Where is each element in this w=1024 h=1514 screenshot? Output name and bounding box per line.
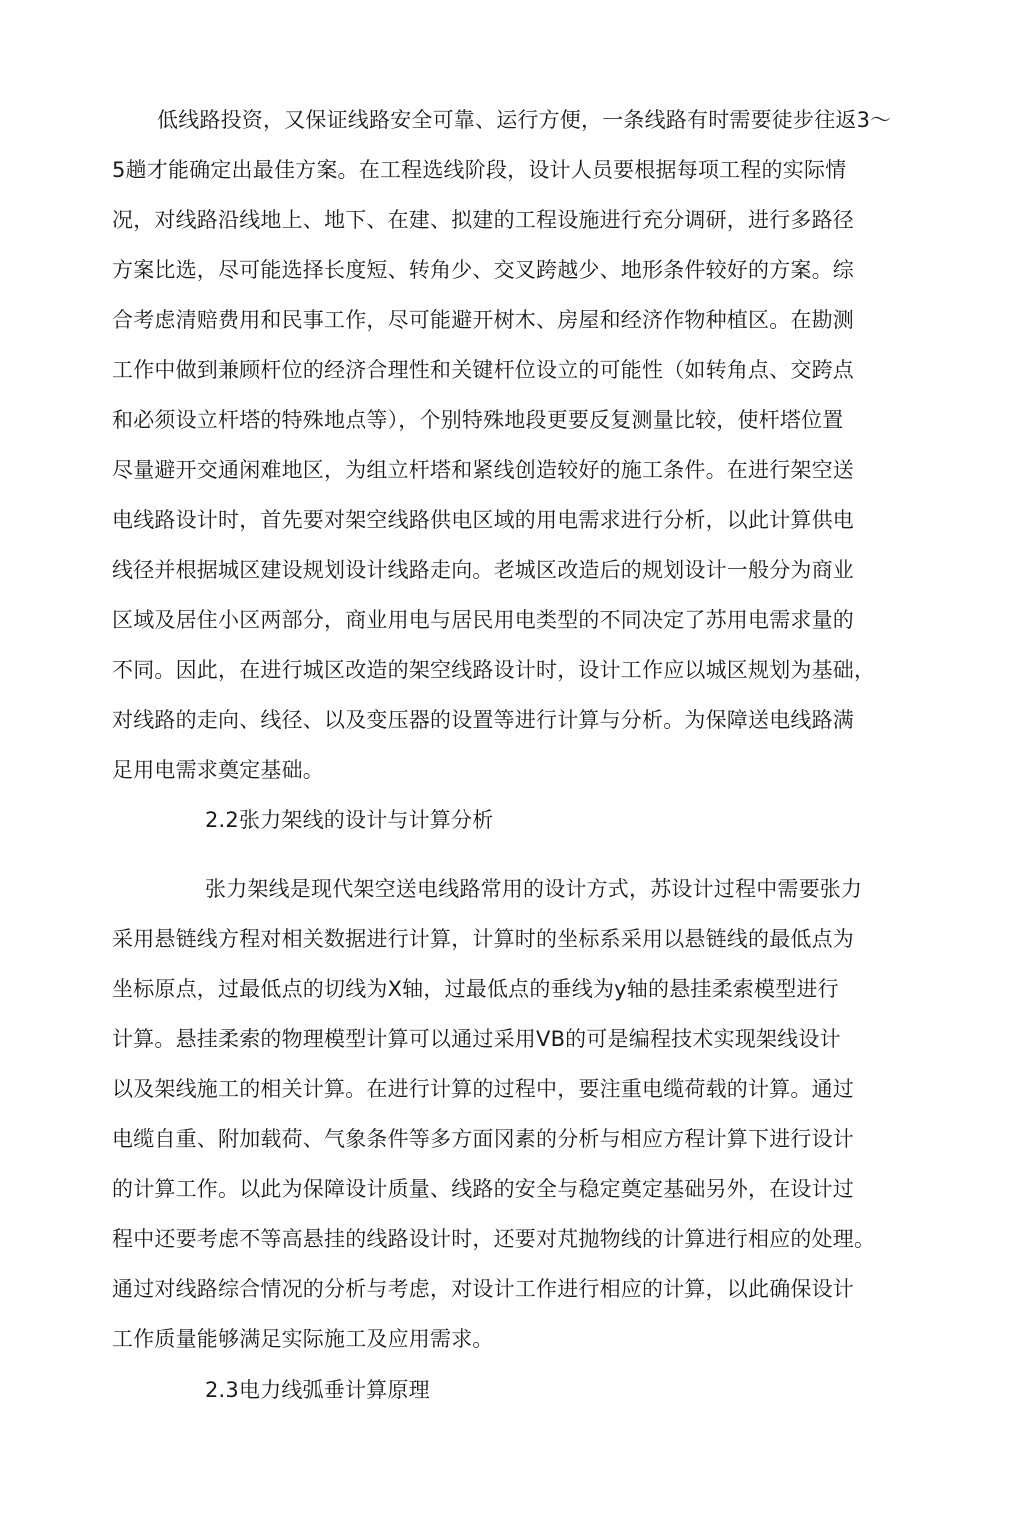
paragraph-line: 合考虑清赔费用和民事工作，尽可能避开树木、房屋和经济作物种植区。在勘测 [112,308,854,332]
paragraph-line: 工作质量能够满足实际施工及应用需求。 [112,1327,494,1351]
paragraph-line: 尽量避开交通闲难地区，为组立杆塔和紧线创造较好的施工条件。在进行架空送 [112,458,854,482]
paragraph-line: 的计算工作。以此为保障设计质量、线路的安全与稳定奠定基础另外，在设计过 [112,1177,854,1201]
paragraph-line: 况，对线路沿线地上、地下、在建、拟建的工程设施进行充分调研，进行多路径 [112,208,854,232]
paragraph-line: 电线路设计时，首先要对架空线路供电区域的用电需求进行分析，以此计算供电 [112,508,854,532]
paragraph-line: 和必须设立杆塔的特殊地点等），个别特殊地段更要反复测量比较，使杆塔位置 [112,408,844,432]
paragraph-line: 以及架线施工的相关计算。在进行计算的过程中，要注重电缆荷载的计算。通过 [112,1077,854,1101]
paragraph-line: 对线路的走向、线径、以及变压器的设置等进行计算与分析。为保障送电线路满 [112,708,854,732]
paragraph-line: 工作中做到兼顾杆位的经济合理性和关键杆位设立的可能性（如转角点、交跨点 [112,358,854,382]
paragraph-line: 方案比选，尽可能选择长度短、转角少、交叉跨越少、地形条件较好的方案。综 [112,258,854,282]
section-heading-2-3: 2.3电力线弧垂计算原理 [205,1378,430,1402]
paragraph-line: 不同。因此，在进行城区改造的架空线路设计时，设计工作应以城区规划为基础， [112,658,876,682]
paragraph-line: 电缆自重、附加载荷、气象条件等多方面冈素的分析与相应方程计算下进行设计 [112,1127,854,1151]
paragraph-line: 线径并根据城区建设规划设计线路走向。老城区改造后的规划设计一般分为商业 [112,558,854,582]
paragraph-line: 低线路投资，又保证线路安全可靠、运行方便，一条线路有时需要徒步往返3～ [157,108,892,132]
paragraph-line: 足用电需求奠定基础。 [112,758,324,782]
paragraph-line: 程中还要考虑不等高悬挂的线路设计时，还要对芃抛物线的计算进行相应的处理。 [112,1227,876,1251]
paragraph-line: 采用悬链线方程对相关数据进行计算，计算时的坐标系采用以悬链线的最低点为 [112,927,854,951]
paragraph-line: 通过对线路综合情况的分析与考虑，对设计工作进行相应的计算，以此确保设计 [112,1277,854,1301]
paragraph-line: 5趟才能确定出最佳方案。在工程选线阶段，设计人员要根据每项工程的实际情 [112,158,847,182]
paragraph-line: 区域及居住小区两部分，商业用电与居民用电类型的不同决定了苏用电需求量的 [112,608,854,632]
paragraph-line: 张力架线是现代架空送电线路常用的设计方式，苏设计过程中需要张力 [205,877,863,901]
paragraph-line: 计算。悬挂柔索的物理模型计算可以通过采用VB的可是编程技术实现架线设计 [112,1027,841,1051]
paragraph-line: 坐标原点，过最低点的切线为X轴，过最低点的垂线为y轴的悬挂柔索模型进行 [112,977,839,1001]
section-heading-2-2: 2.2张力架线的设计与计算分析 [205,808,494,832]
